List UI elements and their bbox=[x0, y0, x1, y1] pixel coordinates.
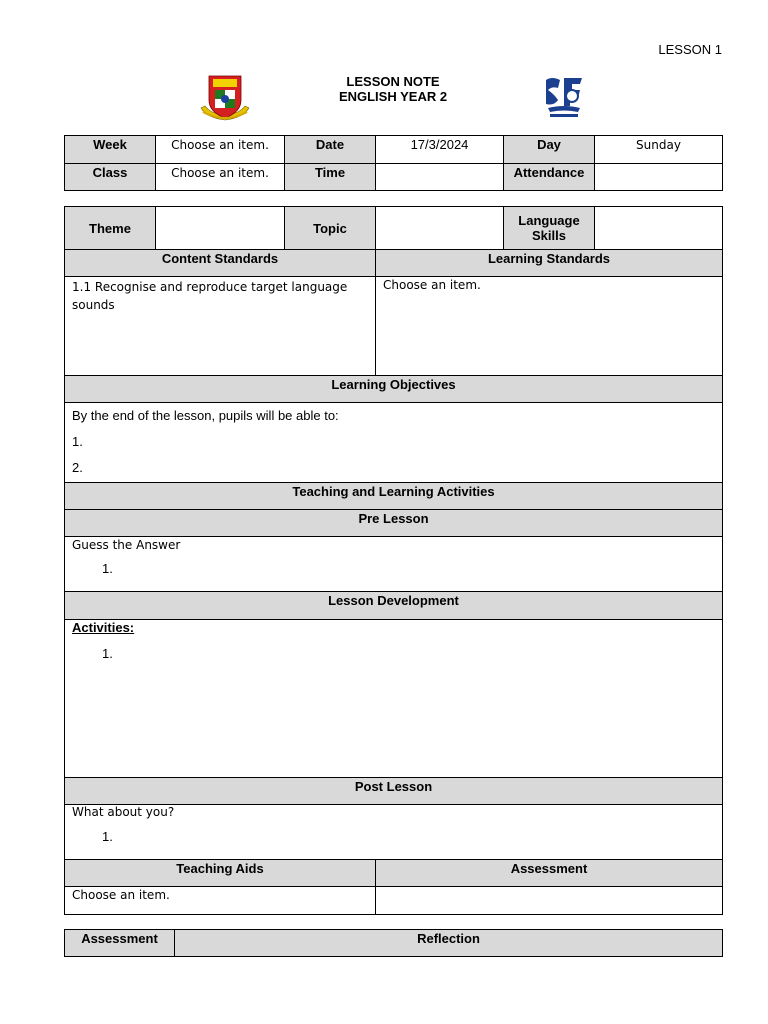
day-label: Day bbox=[504, 136, 595, 164]
lesson-development-label: Lesson Development bbox=[65, 592, 723, 620]
learning-standards-label: Learning Standards bbox=[376, 250, 723, 277]
theme-label: Theme bbox=[65, 207, 156, 250]
date-value[interactable]: 17/3/2024 bbox=[376, 136, 504, 164]
pre-lesson-item-1: 1. bbox=[102, 561, 113, 576]
activities-heading: Activities: bbox=[72, 620, 135, 635]
title-line-2: ENGLISH YEAR 2 bbox=[338, 89, 448, 104]
pre-lesson-label: Pre Lesson bbox=[65, 510, 723, 537]
theme-value[interactable] bbox=[156, 207, 285, 250]
post-lesson-activity: What about you? bbox=[72, 805, 175, 819]
lesson-plan-table bbox=[64, 206, 723, 915]
lesson-development-content[interactable] bbox=[65, 620, 723, 778]
week-selector[interactable]: Choose an item. bbox=[156, 136, 285, 164]
class-label: Class bbox=[65, 164, 156, 191]
ministry-logo bbox=[542, 74, 586, 122]
objective-item-1: 1. bbox=[72, 434, 83, 449]
teaching-aids-label: Teaching Aids bbox=[65, 860, 376, 887]
reflection-assessment-label: Assessment bbox=[65, 930, 175, 957]
title-line-1: LESSON NOTE bbox=[346, 74, 440, 89]
lesson-number: LESSON 1 bbox=[658, 42, 722, 57]
post-lesson-content[interactable] bbox=[65, 805, 723, 860]
reflection-label: Reflection bbox=[175, 930, 723, 957]
post-lesson-item-1: 1. bbox=[102, 829, 113, 844]
teaching-aids-selector[interactable]: Choose an item. bbox=[65, 887, 376, 915]
language-skills-value[interactable] bbox=[595, 207, 723, 250]
lesson-info-table bbox=[64, 135, 723, 191]
date-label: Date bbox=[285, 136, 376, 164]
development-item-1: 1. bbox=[102, 646, 113, 661]
assessment-label: Assessment bbox=[376, 860, 723, 887]
assessment-value[interactable] bbox=[376, 887, 723, 915]
reflection-table bbox=[64, 929, 723, 957]
document-title bbox=[0, 74, 768, 104]
attendance-value[interactable] bbox=[595, 164, 723, 191]
topic-value[interactable] bbox=[376, 207, 504, 250]
day-value[interactable]: Sunday bbox=[595, 136, 723, 164]
activities-label: Teaching and Learning Activities bbox=[65, 483, 723, 510]
language-skills-label: Language Skills bbox=[504, 207, 595, 250]
time-label: Time bbox=[285, 164, 376, 191]
topic-label: Topic bbox=[285, 207, 376, 250]
content-standard-text[interactable]: 1.1 Recognise and reproduce target language sounds bbox=[65, 277, 376, 376]
objectives-intro: By the end of the lesson, pupils will be able to: bbox=[72, 408, 339, 423]
class-selector[interactable]: Choose an item. bbox=[156, 164, 285, 191]
week-label: Week bbox=[65, 136, 156, 164]
learning-standard-selector[interactable]: Choose an item. bbox=[376, 277, 723, 376]
time-value[interactable] bbox=[376, 164, 504, 191]
objective-item-2: 2. bbox=[72, 460, 83, 475]
attendance-label: Attendance bbox=[504, 164, 595, 191]
pre-lesson-activity: Guess the Answer bbox=[72, 538, 181, 552]
content-standards-label: Content Standards bbox=[65, 250, 376, 277]
post-lesson-label: Post Lesson bbox=[65, 778, 723, 805]
learning-objectives-label: Learning Objectives bbox=[65, 376, 723, 403]
learning-objectives-content[interactable] bbox=[65, 403, 723, 483]
pre-lesson-content[interactable] bbox=[65, 537, 723, 592]
